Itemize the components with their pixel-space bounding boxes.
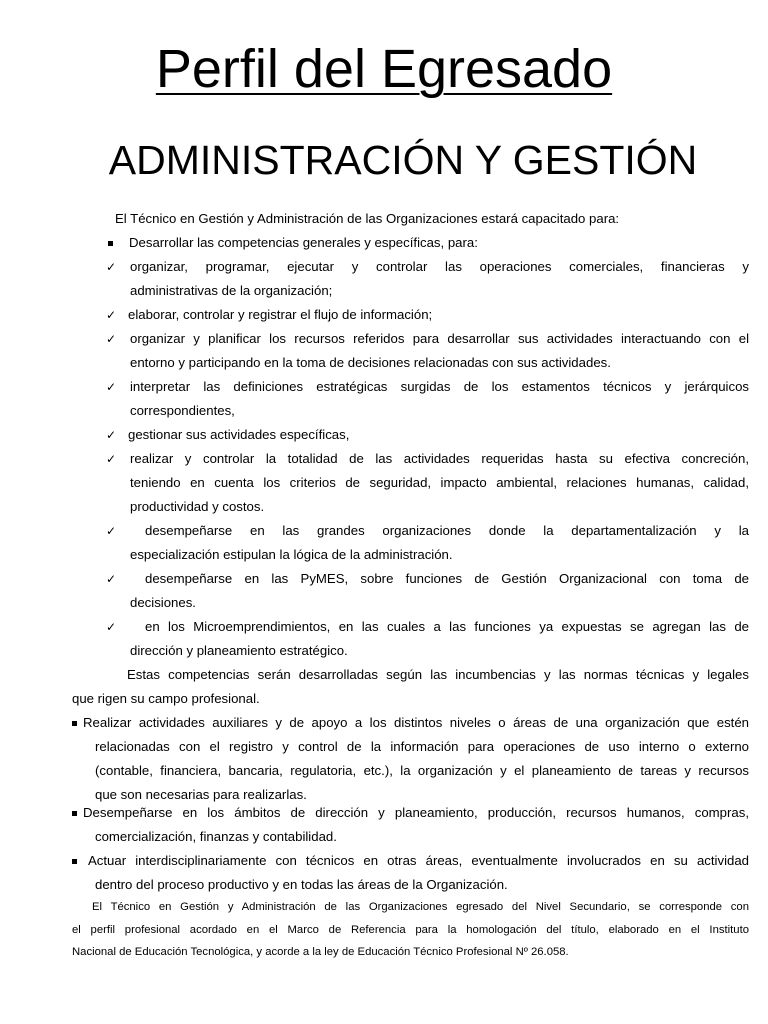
checklist-item-line: realizar y controlar la totalidad de las actividades requeridas hasta su efectiva concreción, [130, 451, 749, 466]
checklist-item-line: elaborar, controlar y registrar el flujo de información; [128, 307, 433, 322]
checklist-item-line: decisiones. [130, 595, 196, 610]
closing-paragraph-line: el perfil profesional acordado en el Marco de Referencia para la homologación del título, elaborado en el Instituto [72, 924, 749, 936]
checklist-item-line: desempeñarse en las grandes organizaciones donde la departamentalización y la [145, 523, 749, 538]
checklist-item-line: administrativas de la organización; [130, 283, 333, 298]
check-mark-icon: ✓ [106, 452, 117, 466]
bullet-paragraph-line: relacionadas con el registro y control de la información para operaciones de uso interno o externo [95, 739, 749, 754]
bullet-paragraph-line: Realizar actividades auxiliares y de apoyo a los distintos niveles o áreas de una organización que estén [83, 715, 749, 730]
document-title: Perfil del Egresado [155, 39, 613, 99]
closing-paragraph-line: Nacional de Educación Tecnológica, y acorde a la ley de Educación Técnico Profesional Nº 26.058. [72, 946, 569, 958]
check-mark-icon: ✓ [106, 260, 117, 274]
checklist-item-line: entorno y participando en la toma de decisiones relacionadas con sus actividades. [130, 355, 611, 370]
closing-paragraph-line: El Técnico en Gestión y Administración de las Organizaciones egresado del Nivel Secundario, se corresponde con [92, 901, 749, 913]
bullet-paragraph-line: que son necesarias para realizarlas. [95, 787, 307, 802]
intro-text: El Técnico en Gestión y Administración de las Organizaciones estará capacitado para: [115, 211, 620, 226]
checklist-item-line: productividad y costos. [130, 499, 265, 514]
check-mark-icon: ✓ [106, 572, 117, 586]
main-bullet-text: Desarrollar las competencias generales y específicas, para: [129, 235, 478, 250]
checklist-item-line: dirección y planeamiento estratégico. [130, 643, 348, 658]
competencias-text: que rigen su campo profesional. [72, 691, 260, 706]
square-bullet-icon [72, 721, 77, 726]
checklist-item-line: correspondientes, [130, 403, 235, 418]
check-mark-icon: ✓ [106, 428, 117, 442]
checklist-item-line: en los Microemprendimientos, en las cuales a las funciones ya expuestas se agregan las de [145, 619, 749, 634]
check-mark-icon: ✓ [106, 620, 117, 634]
bullet-paragraph-line: Actuar interdisciplinariamente con técnicos en otras áreas, eventualmente involucrados en su actividad [88, 853, 749, 868]
checklist-item-line: desempeñarse en las PyMES, sobre funciones de Gestión Organizacional con toma de [145, 571, 749, 586]
check-mark-icon: ✓ [106, 332, 117, 346]
check-mark-icon: ✓ [106, 308, 117, 322]
check-mark-icon: ✓ [106, 524, 117, 538]
checklist-item-line: interpretar las definiciones estratégicas surgidas de los estamentos técnicos y jerárquicos [130, 379, 749, 394]
checklist-item-line: organizar, programar, ejecutar y controlar las operaciones comerciales, financieras y [130, 259, 749, 274]
bullet-paragraph-line: (contable, financiera, bancaria, regulatoria, etc.), la organización y el planeamiento de tareas y recursos [95, 763, 749, 778]
check-mark-icon: ✓ [106, 380, 117, 394]
square-bullet-icon [72, 859, 77, 864]
bullet-paragraph-line: comercialización, finanzas y contabilidad. [95, 829, 337, 844]
checklist-item-line: organizar y planificar los recursos referidos para desarrollar sus actividades interactuando con el [130, 331, 749, 346]
checklist-item-line: gestionar sus actividades específicas, [128, 427, 350, 442]
square-bullet-icon [72, 811, 77, 816]
square-bullet-icon [108, 241, 113, 246]
checklist-item-line: teniendo en cuenta los criterios de seguridad, impacto ambiental, relaciones humanas, calidad, [130, 475, 749, 490]
competencias-text: Estas competencias serán desarrolladas según las incumbencias y las normas técnicas y legales [127, 667, 749, 682]
bullet-paragraph-line: Desempeñarse en los ámbitos de dirección y planeamiento, producción, recursos humanos, compras, [83, 805, 749, 820]
checklist-item-line: especialización estipulan la lógica de la administración. [130, 547, 453, 562]
document-subtitle: ADMINISTRACIÓN Y GESTIÓN [108, 137, 698, 183]
bullet-paragraph-line: dentro del proceso productivo y en todas las áreas de la Organización. [95, 877, 508, 892]
